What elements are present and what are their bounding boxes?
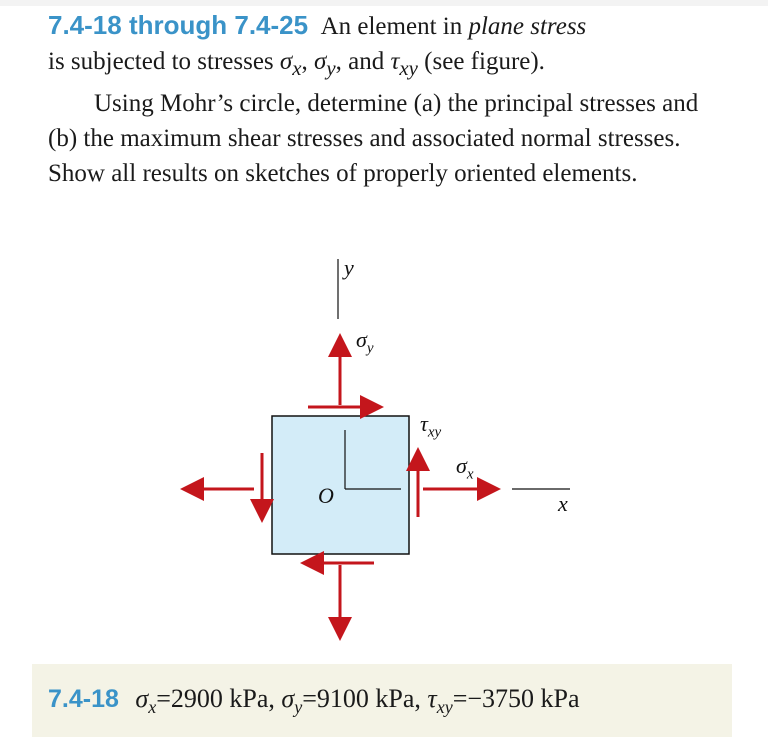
sigma-x-value: =2900 kPa, [156,684,282,713]
sub-y: y [294,697,303,718]
sub-y: y [326,56,336,80]
figure-drawing [150,255,610,655]
sub-x: x [466,466,474,483]
sigma-y-value: =9100 kPa, [302,684,428,713]
see-figure: (see figure). [417,48,545,75]
problem-statement [48,8,720,191]
sub-xy: xy [436,697,453,718]
and-word: , and [335,48,391,75]
tau-symbol: τ [390,48,400,75]
top-divider [0,0,768,6]
problem-number: 7.4-18 through 7.4-25 [48,10,309,40]
sub-y: y [366,340,374,357]
sigma-symbol: σ [279,48,293,75]
sigma-x-label [456,453,474,483]
statement-line1: An element in [320,13,469,40]
sub-xy: xy [427,424,442,441]
comma: , [301,48,315,75]
sigma-symbol: σ [135,684,149,713]
values-problem-number: 7.4-18 [48,685,119,713]
sigma-symbol: σ [314,48,327,75]
statement-line2: is subjected to stresses [48,48,280,75]
plane-stress-term: plane stress [468,13,587,40]
statement-paragraph2: Using Mohr’s circle, determine (a) the principal stresses and (b) the maximum shear stresses and associated normal stresses. Show all results on sketches of properly oriented elements. [48,90,699,187]
given-values [48,684,580,718]
sub-x: x [148,697,157,718]
sigma-symbol: σ [356,327,367,352]
sub-xy: xy [399,56,418,80]
sigma-symbol: σ [281,684,295,713]
stress-element [272,416,409,554]
x-axis-label: x [558,491,568,516]
tau-xy-value: =−3750 kPa [452,684,580,713]
y-axis-label: y [344,255,354,280]
sub-x: x [292,56,302,80]
tau-symbol: τ [427,684,437,713]
sigma-symbol: σ [456,453,467,478]
sigma-y-label [356,327,374,357]
tau-xy-label [420,411,441,441]
tau-symbol: τ [420,411,428,436]
origin-label: O [318,483,334,508]
stress-element-figure [150,255,610,655]
